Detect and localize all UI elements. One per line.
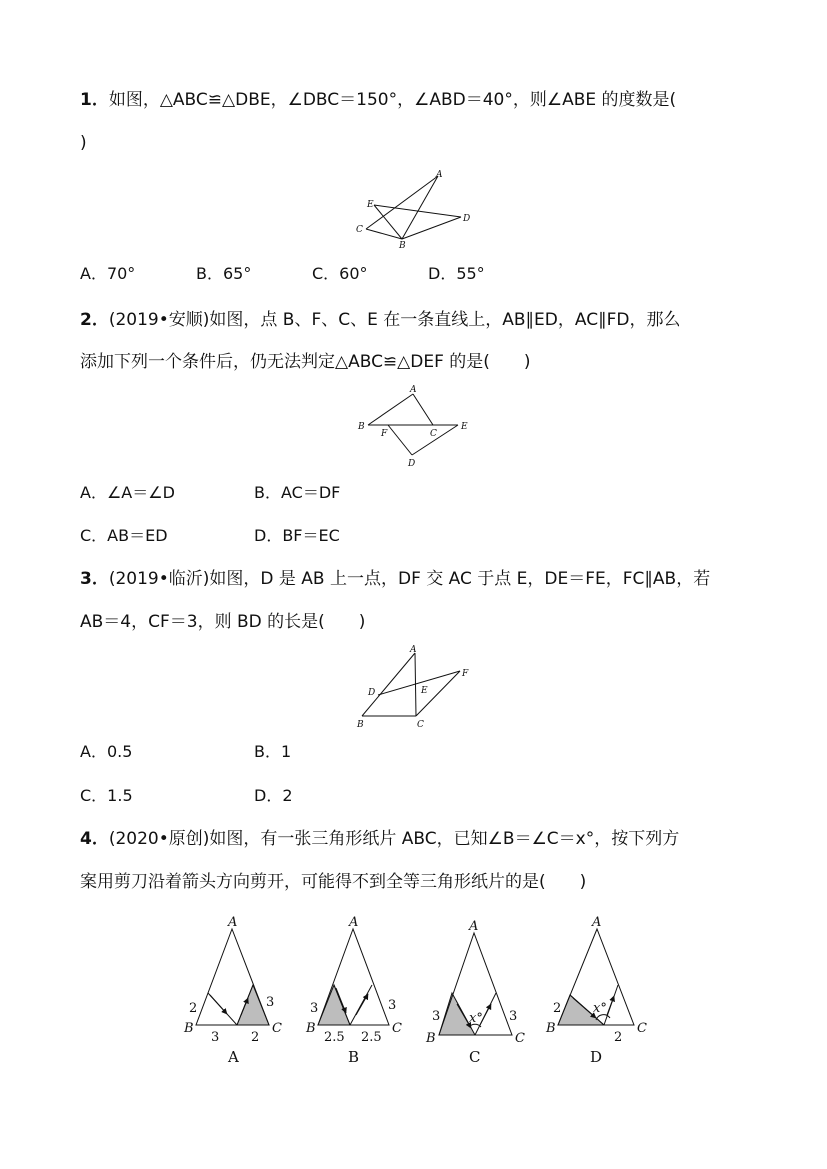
q4-figure-b: [305, 915, 402, 1066]
q4-d-vertex-c: C: [637, 1021, 647, 1036]
q4-b-vertex-c: C: [392, 1021, 402, 1036]
q4-c-caption: C: [469, 1048, 481, 1066]
q4-stem: (2020•原创)如图，有一张三角形纸片 ABC，已知∠B＝∠C＝x°，按下列方: [108, 829, 680, 849]
q2-option-a: A．∠A＝∠D: [80, 483, 175, 502]
q3-label-f: F: [462, 669, 469, 679]
q3-number: 3．: [80, 569, 109, 589]
q3-stem: (2019•临沂)如图，D 是 AB 上一点，DF 交 AC 于点 E，DE＝FE，FC∥AB，若: [108, 569, 711, 589]
q4-c-left-length: 3: [432, 1009, 441, 1024]
q4-a-bottom-left-length: 3: [211, 1030, 220, 1045]
q4-a-vertex-c: C: [272, 1021, 282, 1036]
q4-b-bottom-right-length: 2.5: [361, 1030, 382, 1045]
q1-label-c: C: [356, 225, 363, 235]
q4-a-bottom-right-length: 2: [251, 1030, 260, 1045]
q4-b-left-length: 3: [310, 1001, 319, 1016]
q4-a-vertex-a: A: [228, 915, 238, 930]
q2-label-b: B: [358, 422, 365, 432]
q4-b-vertex-a: A: [349, 915, 359, 930]
q4-a-caption: A: [228, 1048, 239, 1066]
q1-label-d: D: [463, 214, 471, 224]
q4-b-caption: B: [348, 1048, 360, 1066]
q1-label-e: E: [367, 200, 374, 210]
q2-line2: 添加下列一个条件后，仍无法判定△ABC≌△DEF 的是( ): [80, 352, 531, 372]
q4-number: 4．: [80, 829, 109, 849]
q1-stem: 如图，△ABC≌△DBE，∠DBC＝150°，∠ABD＝40°，则∠ABE 的度数是(: [108, 90, 677, 110]
q1-line2: ): [80, 133, 87, 153]
q3-option-a: A．0.5: [80, 742, 133, 761]
q1-label-a: A: [436, 170, 443, 180]
q4-a-right-length: 3: [266, 995, 275, 1010]
q3-option-d: D．2: [254, 786, 293, 805]
q2-option-d: D．BF＝EC: [254, 526, 340, 545]
q4-d-left-length: 2: [553, 1001, 562, 1016]
q4-d-bottom-right-length: 2: [614, 1030, 623, 1045]
q1-option-d: D．55°: [428, 264, 485, 283]
q4-c-angle-label: x°: [469, 1011, 483, 1026]
q1-option-a: A．70°: [80, 264, 136, 283]
q4-b-bottom-left-length: 2.5: [324, 1030, 345, 1045]
q4-d-angle-label: x°: [593, 1001, 607, 1016]
q4-figure-d: [545, 915, 647, 1066]
q1-number: 1．: [80, 90, 109, 110]
q3-line2: AB＝4，CF＝3，则 BD 的长是( ): [80, 612, 366, 632]
q1-label-b: B: [399, 241, 406, 251]
q4-figure-a: [183, 915, 282, 1066]
q4-d-vertex-b: B: [546, 1021, 556, 1036]
q4-c-vertex-c: C: [515, 1031, 525, 1046]
q4-b-vertex-b: B: [306, 1021, 316, 1036]
q2-label-e: E: [461, 422, 468, 432]
q4-b-right-length: 3: [388, 998, 397, 1013]
q3-label-a: A: [410, 645, 417, 655]
q4-d-caption: D: [590, 1048, 603, 1066]
q4-d-vertex-a: A: [592, 915, 602, 930]
q2-option-c: C．AB＝ED: [80, 526, 168, 545]
q2-stem: (2019•安顺)如图，点 B、F、C、E 在一条直线上，AB∥ED，AC∥FD，那么: [108, 310, 681, 330]
q4-c-vertex-b: B: [426, 1031, 436, 1046]
q2-label-f: F: [381, 429, 388, 439]
q2-option-b: B．AC＝DF: [254, 483, 341, 502]
q2-label-c: C: [430, 429, 437, 439]
q4-a-vertex-b: B: [184, 1021, 194, 1036]
q4-figure-c: [425, 919, 525, 1066]
q4-c-vertex-a: A: [469, 919, 479, 934]
q4-a-left-length: 2: [189, 1001, 198, 1016]
q2-label-d: D: [408, 459, 416, 469]
q3-option-c: C．1.5: [80, 786, 133, 805]
q3-label-c: C: [417, 720, 424, 730]
q3-label-b: B: [357, 720, 364, 730]
q2-label-a: A: [410, 385, 417, 395]
q3-label-d: D: [368, 688, 376, 698]
q3-option-b: B．1: [254, 742, 292, 761]
q1-option-b: B．65°: [196, 264, 252, 283]
q2-number: 2．: [80, 310, 109, 330]
q3-label-e: E: [421, 686, 428, 696]
q4-line2: 案用剪刀沿着箭头方向剪开，可能得不到全等三角形纸片的是( ): [80, 872, 587, 892]
q1-option-c: C．60°: [312, 264, 368, 283]
q4-c-right-length: 3: [509, 1009, 518, 1024]
